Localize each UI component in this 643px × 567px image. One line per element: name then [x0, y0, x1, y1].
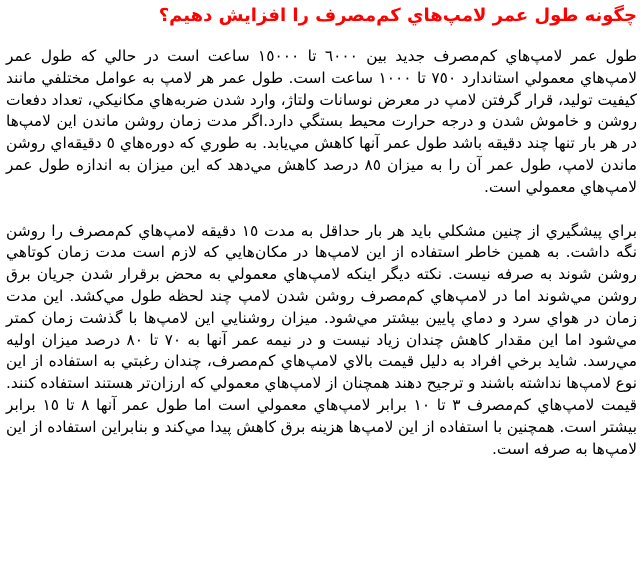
article-title: چگونه طول عمر لامپ‌هاي كم‌مصرف را افزايش دهيم؟ [158, 5, 637, 26]
article-paragraph-2: براي پيشگيري از چنين مشكلي بايد هر بار حداقل به مدت ١٥ دقيقه لامپ‌هاي كم‌مصرف را روشن نگه داشت. به همين خاطر استفاده از اين لامپ‌ها در مكان‌هايي كه لازم است مدت زمان كوتاهي روشن شوند به صرفه نيست. نكته ديگر اينكه لامپ‌هاي معمولي به محض برقرار شدن جريان برق روشن مي‌شوند اما در لامپ‌هاي كم‌مصرف روشن شدن لامپ چند لحظه طول مي‌كشد. اين مدت زمان در هواي سرد و دماي پايين بيشتر مي‌شود. ميزان روشنايي اين لامپ‌ها با گذشت زمان كمتر مي‌شود اما اين مقدار كاهش چندان زياد نيست و در نيمه عمر آنها به ٧٠ تا ٨٠ درصد ميزان اوليه مي‌رسد. شايد برخي افراد به دليل قيمت بالاي لامپ‌هاي كم‌مصرف، چندان رغبتي به استفاده از اين نوع لامپ‌ها نداشته باشند و ترجيح دهند همچنان از لامپ‌هاي معمولي كه ارزان‌تر هستند استفاده كنند. قيمت لامپ‌هاي كم‌مصرف ٣ تا ١٠ برابر لامپ‌هاي معمولي است اما طول عمر آنها ٨ تا ١٥ برابر بيشتر است. همچنين با استفاده از اين لامپ‌ها هزينه برق كاهش پيدا مي‌كند و بنابراين استفاده از اين لامپ‌ها به صرفه است. [6, 221, 637, 458]
article-paragraph-1: طول عمر لامپ‌هاي كم‌مصرف جديد بين ٦٠٠٠ تا ١٥٠٠٠ ساعت است در حالي كه طول عمر لامپ‌هاي معمولي استاندارد ٧٥٠ تا ١٠٠٠ ساعت است. طول عمر هر لامپ به عوامل مختلفي مانند كيفيت توليد، قرار گرفتن لامپ در معرض نوسانات ولتاژ، وارد شدن ضربه‌هاي مكانيكي، تعداد دفعات روشن و خاموش شدن و درجه حرارت محيط بستگي دارد.اگر مدت زمان روشن ماندن اين لامپ‌ها در هر بار تنها چند دقيقه باشد طول عمر آنها كاهش مي‌يابد. به طوري كه دوره‌هاي ٥ دقيقه‌اي روشن ماندن لامپ، طول عمر آن را به ميزان ٨٥ درصد كاهش مي‌دهد كه اين ميزان به اندازه طول عمر لامپ‌هاي معمولي است. [6, 47, 638, 196]
article [6, 0, 637, 567]
